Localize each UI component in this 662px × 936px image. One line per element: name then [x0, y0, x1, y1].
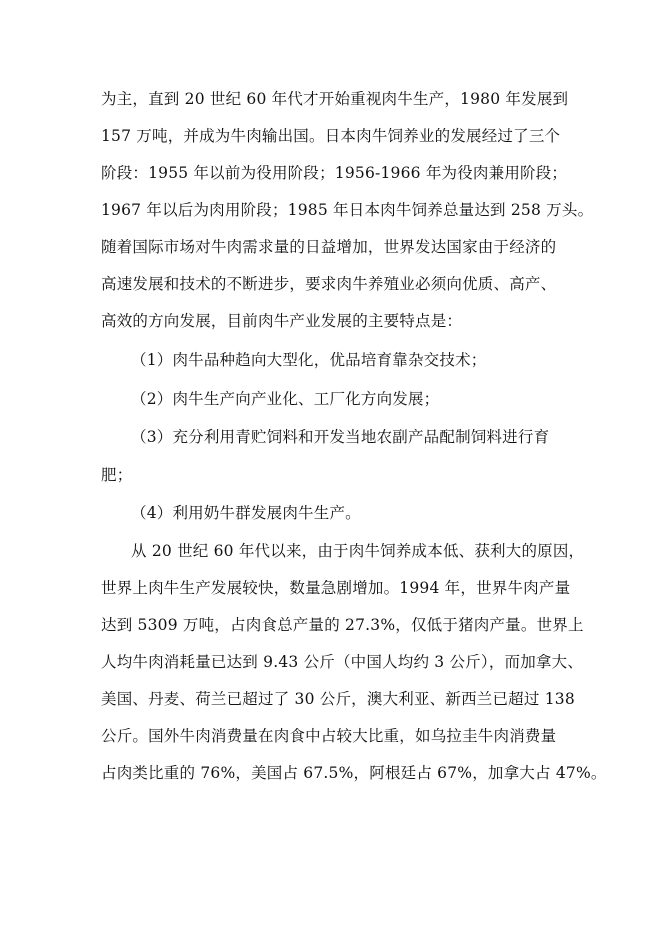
- text-line: 占肉类比重的 76%，美国占 67.5%，阿根廷占 67%，加拿大占 47%。: [101, 764, 607, 782]
- list-item: （1）肉牛品种趋向大型化，优品培育靠杂交技术；: [131, 351, 487, 369]
- text-line: 1967 年以后为肉用阶段；1985 年日本肉牛饲养总量达到 258 万头。: [101, 201, 594, 219]
- list-item: （2）肉牛生产向产业化、工厂化方向发展；: [131, 390, 440, 408]
- text-line: 美国、丹麦、荷兰已超过了 30 公斤，澳大利亚、新西兰已超过 138: [101, 690, 575, 708]
- text-line: 157 万吨，并成为牛肉输出国。日本肉牛饲养业的发展经过了三个: [101, 127, 561, 145]
- text-line: 高速发展和技术的不断进步，要求肉牛养殖业必须向优质、高产、: [101, 275, 557, 293]
- paragraph-first-line: 从 20 世纪 60 年代以来，由于肉牛饲养成本低、获利大的原因，: [131, 542, 585, 560]
- list-item-continuation: 肥；: [101, 466, 133, 484]
- text-line: 阶段：1955 年以前为役用阶段；1956-1966 年为役肉兼用阶段；: [101, 164, 568, 182]
- text-line: 随着国际市场对牛肉需求量的日益增加，世界发达国家由于经济的: [101, 238, 557, 256]
- text-line: 世界上肉牛生产发展较快，数量急剧增加。1994 年，世界牛肉产量: [101, 579, 571, 597]
- list-item: （4）利用奶牛群发展肉牛生产。: [131, 504, 361, 522]
- list-item: （3）充分利用青贮饲料和开发当地农副产品配制饲料进行育: [131, 428, 550, 446]
- text-line: 为主，直到 20 世纪 60 年代才开始重视肉牛生产，1980 年发展到: [101, 90, 569, 108]
- text-line: 达到 5309 万吨，占肉食总产量的 27.3%，仅低于猪肉产量。世界上: [101, 616, 584, 634]
- text-line: 人均牛肉消耗量已达到 9.43 公斤（中国人均约 3 公斤），而加拿大、: [101, 653, 584, 671]
- text-line: 高效的方向发展，目前肉牛产业发展的主要特点是：: [101, 312, 463, 330]
- text-line: 公斤。国外牛肉消费量在肉食中占较大比重，如乌拉圭牛肉消费量: [101, 727, 557, 745]
